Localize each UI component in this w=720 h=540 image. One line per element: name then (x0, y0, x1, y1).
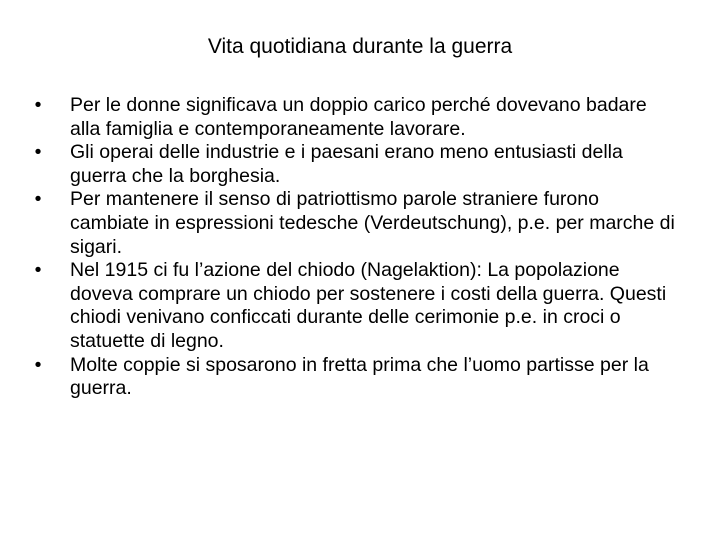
bullet-item (32, 141, 682, 188)
bullet-item (32, 259, 682, 353)
bullet-text: Nel 1915 ci fu l’azione del chiodo (Nagelaktion): La popolazione doveva comprare un chiodo per sostenere i costi della guerra. Questi chiodi venivano conficcati durante delle cerimonie p.e. in croci o statuette di legno. (70, 259, 667, 352)
bullet-item (32, 94, 682, 141)
bullet-dot-icon: • (34, 141, 42, 164)
bullet-dot-icon: • (34, 353, 42, 376)
bullet-text: Per le donne significava un doppio carico perché dovevano badare alla famiglia e contemporaneamente lavorare. (70, 94, 647, 140)
bullet-text: Molte coppie si sposarono in fretta prima che l’uomo partisse per la guerra. (70, 353, 649, 400)
bullet-text: Per mantenere il senso di patriottismo parole straniere furono cambiate in espressioni tedesche (Verdeutschung), p.e. per marche di sigari. (70, 188, 675, 258)
slide-title: Vita quotidiana durante la guerra (207, 35, 513, 58)
bullet-text: Gli operai delle industrie e i paesani erano meno entusiasti della guerra che la borghesia. (70, 141, 623, 187)
bullet-item (32, 354, 682, 401)
bullet-dot-icon: • (34, 94, 42, 116)
bullet-item (32, 188, 682, 259)
bullet-dot-icon: • (34, 188, 42, 211)
bullet-dot-icon: • (34, 259, 42, 282)
bullet-list (32, 94, 682, 401)
